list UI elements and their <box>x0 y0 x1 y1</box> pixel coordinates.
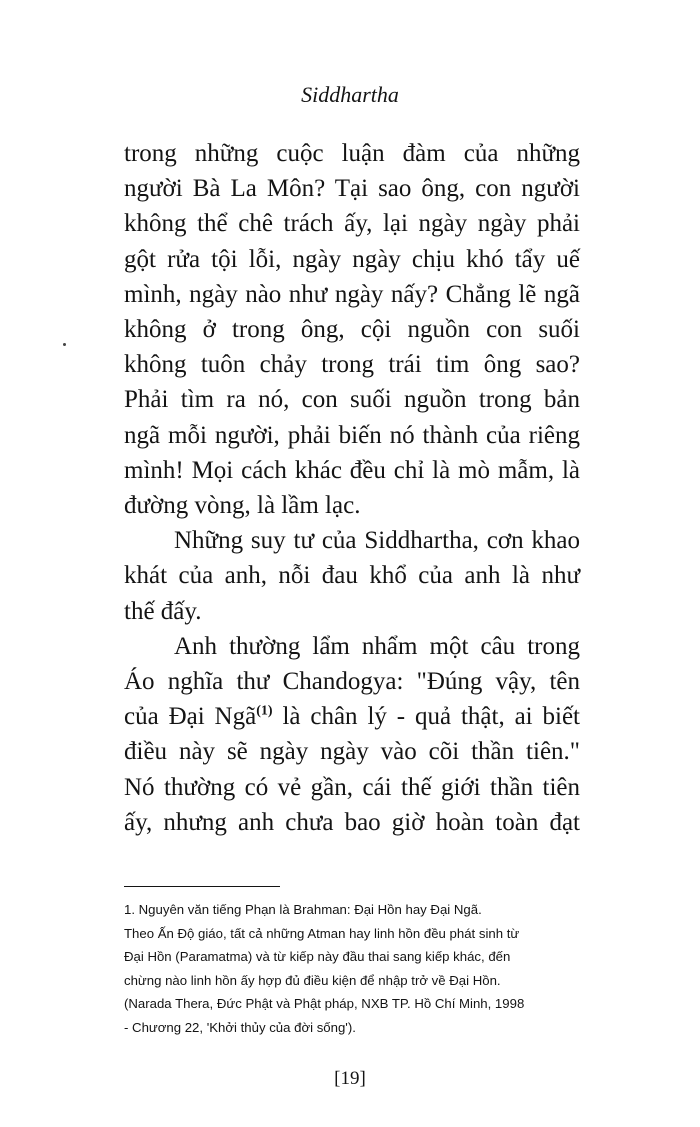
footnote <box>124 898 584 1040</box>
text-line: không tuôn chảy trong trái tim ông sao? <box>124 351 580 379</box>
scan-speck <box>63 343 66 346</box>
text-line: Nó thường có vẻ gần, cái thế giới thần tiên <box>124 773 580 801</box>
text-fragment: là chân lý - quả thật, ai biết <box>282 703 580 731</box>
text-fragment: của Đại Ngã <box>124 703 257 731</box>
text-line: Những suy tư của Siddhartha, cơn khao <box>174 527 580 555</box>
text-line: Áo nghĩa thư Chandogya: "Đúng vậy, tên <box>124 668 580 696</box>
text-line: gột rửa tội lỗi, ngày ngày chịu khó tẩy uế <box>124 245 580 273</box>
footnote-line: 1. Nguyên văn tiếng Phạn là Brahman: Đại Hồn hay Đại Ngã. <box>124 902 482 917</box>
footnote-line: Theo Ấn Độ giáo, tất cả những Atman hay linh hồn đều phát sinh từ <box>124 925 520 941</box>
footnote-line: - Chương 22, 'Khởi thủy của đời sống'). <box>124 1019 356 1035</box>
footnote-marker: (1) <box>256 703 273 719</box>
footnote-divider <box>124 886 280 887</box>
text-line: ấy, nhưng anh chưa bao giờ hoàn toàn đạt <box>124 808 580 836</box>
text-line: thế đấy. <box>124 597 202 625</box>
page-number: [19] <box>334 1068 366 1089</box>
footnote-line: (Narada Thera, Đức Phật và Phật pháp, NXB TP. Hồ Chí Minh, 1998 <box>124 996 525 1012</box>
footnote-line: chừng nào linh hồn ấy hợp đủ điều kiện để nhập trở về Đại Hồn. <box>124 972 501 988</box>
text-line: khát của anh, nỗi đau khổ của anh là như <box>124 562 580 590</box>
text-line <box>124 699 580 734</box>
text-line: không ở trong ông, cội nguồn con suối <box>124 316 580 344</box>
text-line: mình! Mọi cách khác đều chỉ là mò mẫm, là <box>124 456 580 484</box>
body-text <box>124 136 580 840</box>
text-line: ngã mỗi người, phải biến nó thành của riêng <box>124 421 580 449</box>
text-line: không thể chê trách ấy, lại ngày ngày phải <box>124 210 580 238</box>
text-line: điều này sẽ ngày ngày vào cõi thần tiên." <box>124 738 580 766</box>
running-title: Siddhartha <box>301 82 399 107</box>
text-line: Anh thường lẩm nhẩm một câu trong <box>174 632 580 660</box>
text-line: người Bà La Môn? Tại sao ông, con người <box>124 175 580 203</box>
text-line: đường vòng, là lầm lạc. <box>124 492 361 520</box>
footnote-line: Đại Hồn (Paramatma) và từ kiếp này đầu thai sang kiếp khác, đến <box>124 949 511 965</box>
text-line: trong những cuộc luận đàm của những <box>124 140 580 167</box>
text-line: mình, ngày nào như ngày nấy? Chẳng lẽ ngã <box>124 280 580 308</box>
text-line: Phải tìm ra nó, con suối nguồn trong bản <box>124 386 580 414</box>
